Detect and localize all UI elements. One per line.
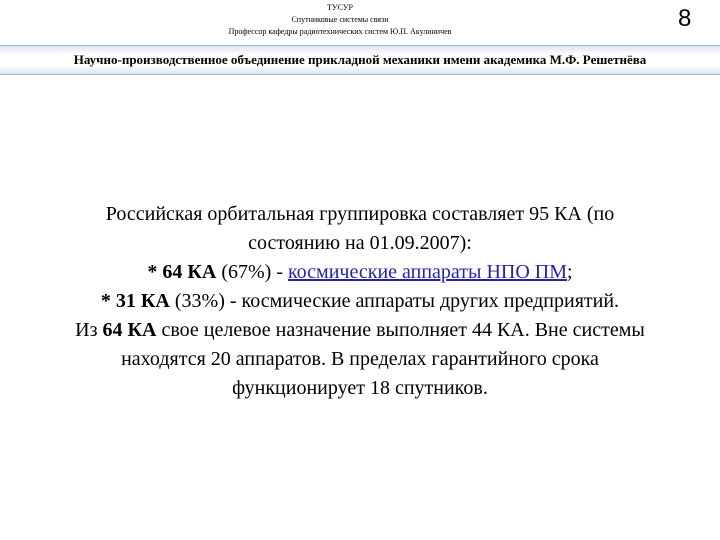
body-line: находятся 20 аппаратов. В пределах гарантийного срока: [121, 348, 599, 370]
slide-header: [0, 0, 720, 46]
bullet-count: * 64 КА: [147, 261, 217, 283]
bullet-item: [10, 258, 710, 287]
bullet-count: * 31 КА: [100, 290, 170, 312]
body-text: свое целевое назначение выполняет 44 КА. Вне системы: [156, 319, 645, 341]
body-line: функционирует 18 спутников.: [232, 377, 488, 399]
body-count: 64 КА: [102, 319, 157, 341]
npo-pm-link[interactable]: космические аппараты НПО ПМ: [287, 261, 568, 283]
body-line: Российская орбитальная группировка составляет 95 КА (по: [105, 203, 615, 225]
body-line: [10, 316, 710, 345]
slide-number: 8: [678, 5, 692, 32]
slide-body: [10, 200, 710, 403]
header-info: [190, 2, 490, 38]
header-author: Профессор кафедры радиотехнических систем Ю.П. Акулиничев: [228, 27, 452, 36]
header-university: ТУСУР: [327, 3, 353, 12]
bullet-text: (33%) - космические аппараты других предприятий.: [169, 290, 620, 312]
bullet-text: (67%) -: [216, 261, 288, 283]
body-line: состоянию на 01.09.2007):: [248, 232, 472, 254]
bullet-text: ;: [567, 261, 573, 283]
title-banner: [0, 45, 720, 75]
body-text: Из: [75, 319, 103, 341]
header-course: Спутниковые системы связи: [291, 15, 389, 24]
banner-title: Научно-производственное объединение прикладной механики имени академика М.Ф. Решетнёва: [73, 52, 647, 67]
bullet-item: [10, 287, 710, 316]
